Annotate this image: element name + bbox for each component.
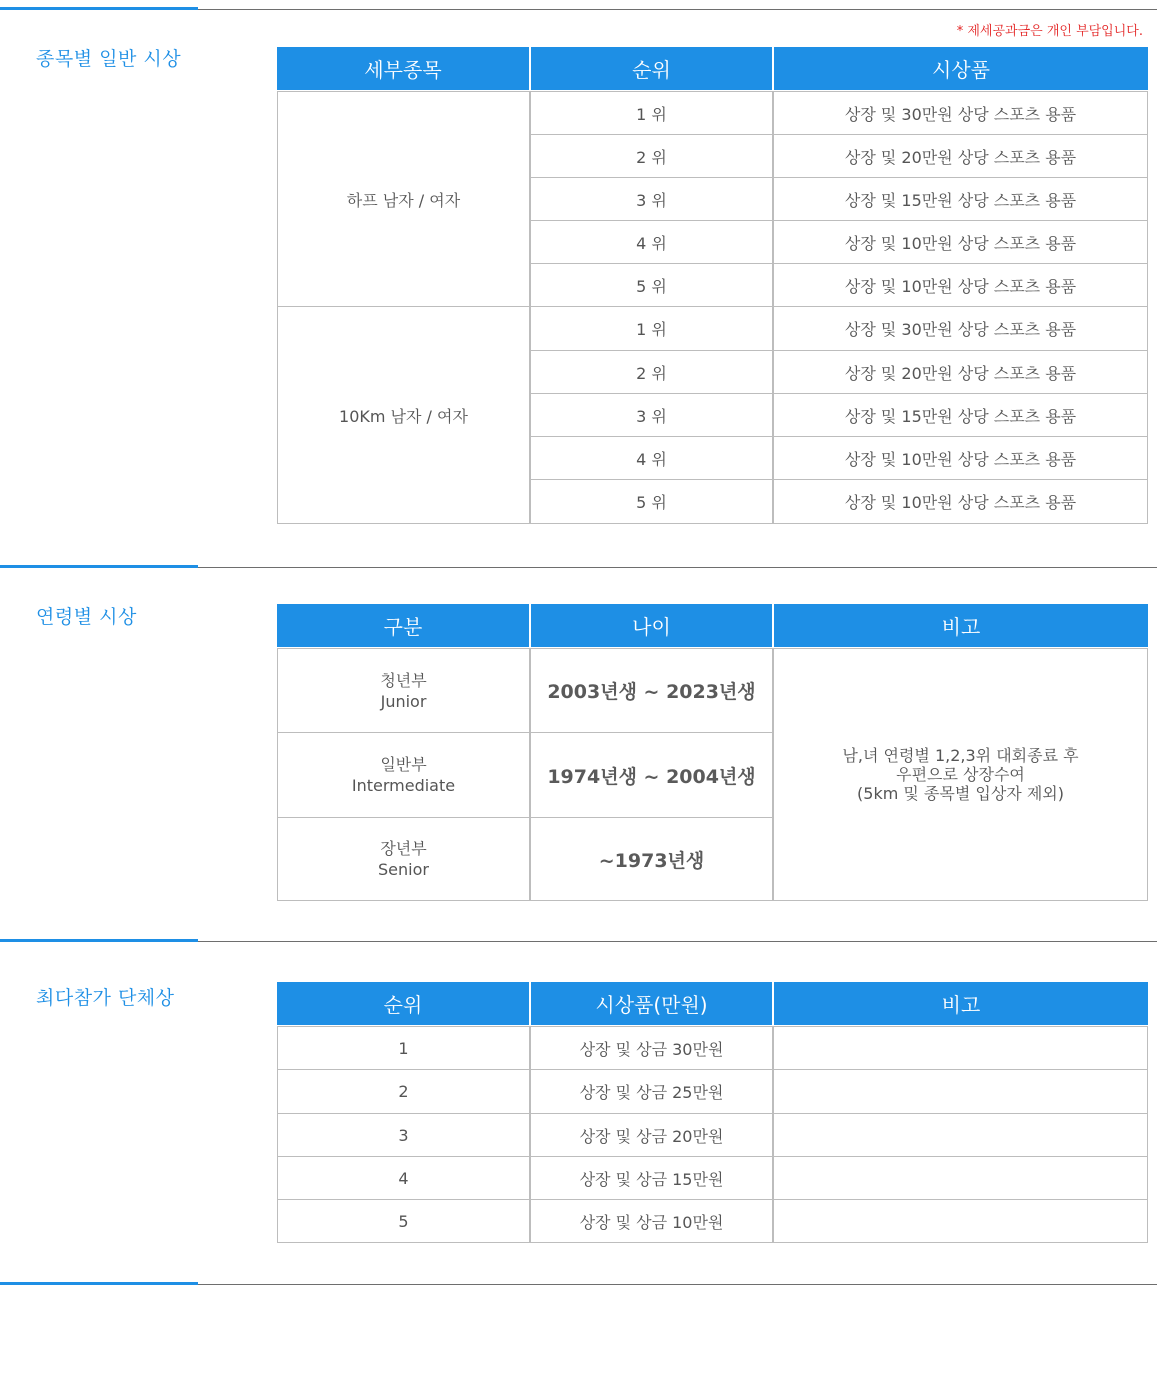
event-cell: 10Km 남자 / 여자 — [277, 306, 530, 524]
rank-cell: 3 위 — [530, 393, 773, 437]
general-award-table — [277, 47, 1148, 524]
header-note: 비고 — [774, 982, 1148, 1025]
section-accent-bar — [0, 1282, 198, 1285]
age-award-table — [277, 604, 1148, 901]
header-age: 나이 — [531, 604, 772, 647]
prize-cell: 상장 및 15만원 상당 스포츠 용품 — [773, 177, 1148, 221]
age-note-cell — [773, 648, 1148, 901]
division-name: 청년부 — [380, 670, 427, 690]
prize-cell: 상장 및 상금 15만원 — [530, 1156, 773, 1200]
age-range-cell: 2003년생 ~ 2023년생 — [530, 648, 773, 733]
division-cell — [277, 817, 530, 901]
rank-cell: 2 위 — [530, 134, 773, 178]
note-cell — [773, 1156, 1148, 1200]
section-title-general: 종목별 일반 시상 — [36, 48, 182, 70]
header-note: 비고 — [774, 604, 1148, 647]
note-cell — [773, 1199, 1148, 1243]
tax-notice: * 제세공과금은 개인 부담입니다. — [956, 24, 1143, 39]
header-event: 세부종목 — [277, 47, 529, 90]
rank-cell: 5 — [277, 1199, 530, 1243]
prize-cell: 상장 및 10만원 상당 스포츠 용품 — [773, 220, 1148, 264]
group-award-table — [277, 982, 1148, 1243]
header-division: 구분 — [277, 604, 529, 647]
rank-cell: 4 — [277, 1156, 530, 1200]
prize-cell: 상장 및 상금 25만원 — [530, 1069, 773, 1114]
header-rank: 순위 — [277, 982, 529, 1025]
prize-cell: 상장 및 30만원 상당 스포츠 용품 — [773, 91, 1148, 135]
division-name-en: Senior — [378, 860, 429, 879]
prize-cell: 상장 및 10만원 상당 스포츠 용품 — [773, 436, 1148, 480]
division-name: 장년부 — [380, 839, 427, 858]
section-title-group: 최다참가 단체상 — [36, 987, 175, 1009]
rank-cell: 5 위 — [530, 263, 773, 307]
division-name: 일반부 — [380, 755, 427, 774]
prize-cell: 상장 및 10만원 상당 스포츠 용품 — [773, 479, 1148, 524]
prize-cell: 상장 및 상금 20만원 — [530, 1113, 773, 1157]
age-range-cell: ~1973년생 — [530, 817, 773, 901]
section-accent-bar — [0, 7, 198, 10]
prize-cell: 상장 및 20만원 상당 스포츠 용품 — [773, 350, 1148, 394]
rank-cell: 1 위 — [530, 91, 773, 135]
event-cell: 하프 남자 / 여자 — [277, 91, 530, 307]
note-line: 우편으로 상장수여 — [896, 765, 1025, 784]
age-range-cell: 1974년생 ~ 2004년생 — [530, 732, 773, 818]
rank-cell: 4 위 — [530, 220, 773, 264]
prize-cell: 상장 및 20만원 상당 스포츠 용품 — [773, 134, 1148, 178]
header-prize: 시상품(만원) — [531, 982, 772, 1025]
rank-cell: 1 위 — [530, 306, 773, 351]
rank-cell: 3 위 — [530, 177, 773, 221]
section-title-age: 연령별 시상 — [36, 606, 137, 628]
section-accent-bar — [0, 939, 198, 942]
rank-cell: 2 — [277, 1069, 530, 1114]
division-name-en: Intermediate — [351, 776, 456, 795]
rank-cell: 2 위 — [530, 350, 773, 394]
prize-cell: 상장 및 15만원 상당 스포츠 용품 — [773, 393, 1148, 437]
prize-cell: 상장 및 상금 30만원 — [530, 1026, 773, 1070]
rank-cell: 3 — [277, 1113, 530, 1157]
header-rank: 순위 — [531, 47, 772, 90]
note-line: 남,녀 연령별 1,2,3위 대회종료 후 — [842, 746, 1079, 765]
prize-cell: 상장 및 10만원 상당 스포츠 용품 — [773, 263, 1148, 307]
rank-cell: 5 위 — [530, 479, 773, 524]
rank-cell: 4 위 — [530, 436, 773, 480]
header-prize: 시상품 — [774, 47, 1148, 90]
division-name-en: Junior — [380, 691, 427, 711]
section-accent-bar — [0, 565, 198, 568]
prize-cell: 상장 및 30만원 상당 스포츠 용품 — [773, 306, 1148, 351]
prize-cell: 상장 및 상금 10만원 — [530, 1199, 773, 1243]
note-cell — [773, 1113, 1148, 1157]
note-cell — [773, 1069, 1148, 1114]
note-cell — [773, 1026, 1148, 1070]
note-line: (5km 및 종목별 입상자 제외) — [857, 784, 1064, 803]
division-cell — [277, 648, 530, 733]
rank-cell: 1 — [277, 1026, 530, 1070]
division-cell — [277, 732, 530, 818]
